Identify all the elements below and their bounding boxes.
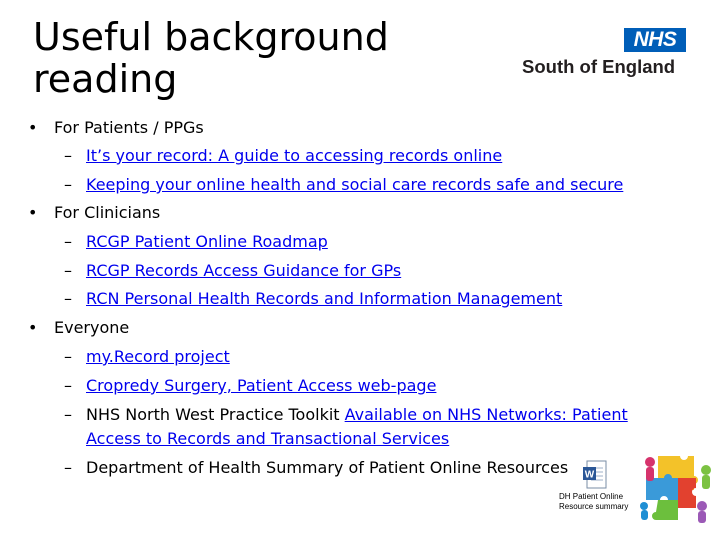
nhs-logo-badge: NHS xyxy=(624,28,686,52)
caption-line-1: DH Patient Online xyxy=(559,492,624,501)
link-nhs-networks-cont[interactable]: Access to Records and Transactional Services xyxy=(86,429,450,448)
dh-summary-text: Department of Health Summary of Patient Online Resources xyxy=(86,458,569,477)
nhs-logo-region: South of England xyxy=(522,56,676,77)
link-cropredy[interactable]: Cropredy Surgery, Patient Access web-page xyxy=(86,376,437,395)
bullet-icon: • xyxy=(28,318,38,337)
link-rcgp-guidance[interactable]: RCGP Records Access Guidance for GPs xyxy=(86,261,402,280)
dash-icon: – xyxy=(64,261,72,280)
bullet-icon: • xyxy=(28,118,38,137)
link-keeping-records-safe[interactable]: Keeping your online health and social care records safe and secure xyxy=(86,175,624,194)
link-nhs-networks[interactable]: Available on NHS Networks: Patient xyxy=(344,405,628,424)
dash-icon: – xyxy=(64,146,72,165)
dash-icon: – xyxy=(64,405,72,424)
section-heading-clinicians: For Clinicians xyxy=(54,203,161,222)
link-rcn-records[interactable]: RCN Personal Health Records and Information Management xyxy=(86,289,563,308)
toolkit-prefix: NHS North West Practice Toolkit xyxy=(86,405,345,424)
dash-icon: – xyxy=(64,376,72,395)
dash-icon: – xyxy=(64,347,72,366)
link-its-your-record[interactable]: It’s your record: A guide to accessing records online xyxy=(86,146,503,165)
bullet-icon: • xyxy=(28,203,38,222)
dash-icon: – xyxy=(64,289,72,308)
dash-icon: – xyxy=(64,175,72,194)
title-line-2: reading xyxy=(33,57,178,101)
link-myrecord[interactable]: my.Record project xyxy=(86,347,230,366)
section-heading-patients: For Patients / PPGs xyxy=(54,118,204,137)
caption-line-2: Resource summary xyxy=(559,502,629,511)
title-line-1: Useful background xyxy=(33,15,389,59)
word-document-icon[interactable] xyxy=(582,460,608,490)
section-heading-everyone: Everyone xyxy=(54,318,130,337)
link-rcgp-roadmap[interactable]: RCGP Patient Online Roadmap xyxy=(86,232,328,251)
dash-icon: – xyxy=(64,232,72,251)
puzzle-people-illustration xyxy=(636,448,716,528)
toolkit-item xyxy=(86,405,628,425)
embedded-doc-caption xyxy=(559,492,628,512)
dash-icon: – xyxy=(64,458,72,477)
svg-text:W: W xyxy=(584,469,595,481)
